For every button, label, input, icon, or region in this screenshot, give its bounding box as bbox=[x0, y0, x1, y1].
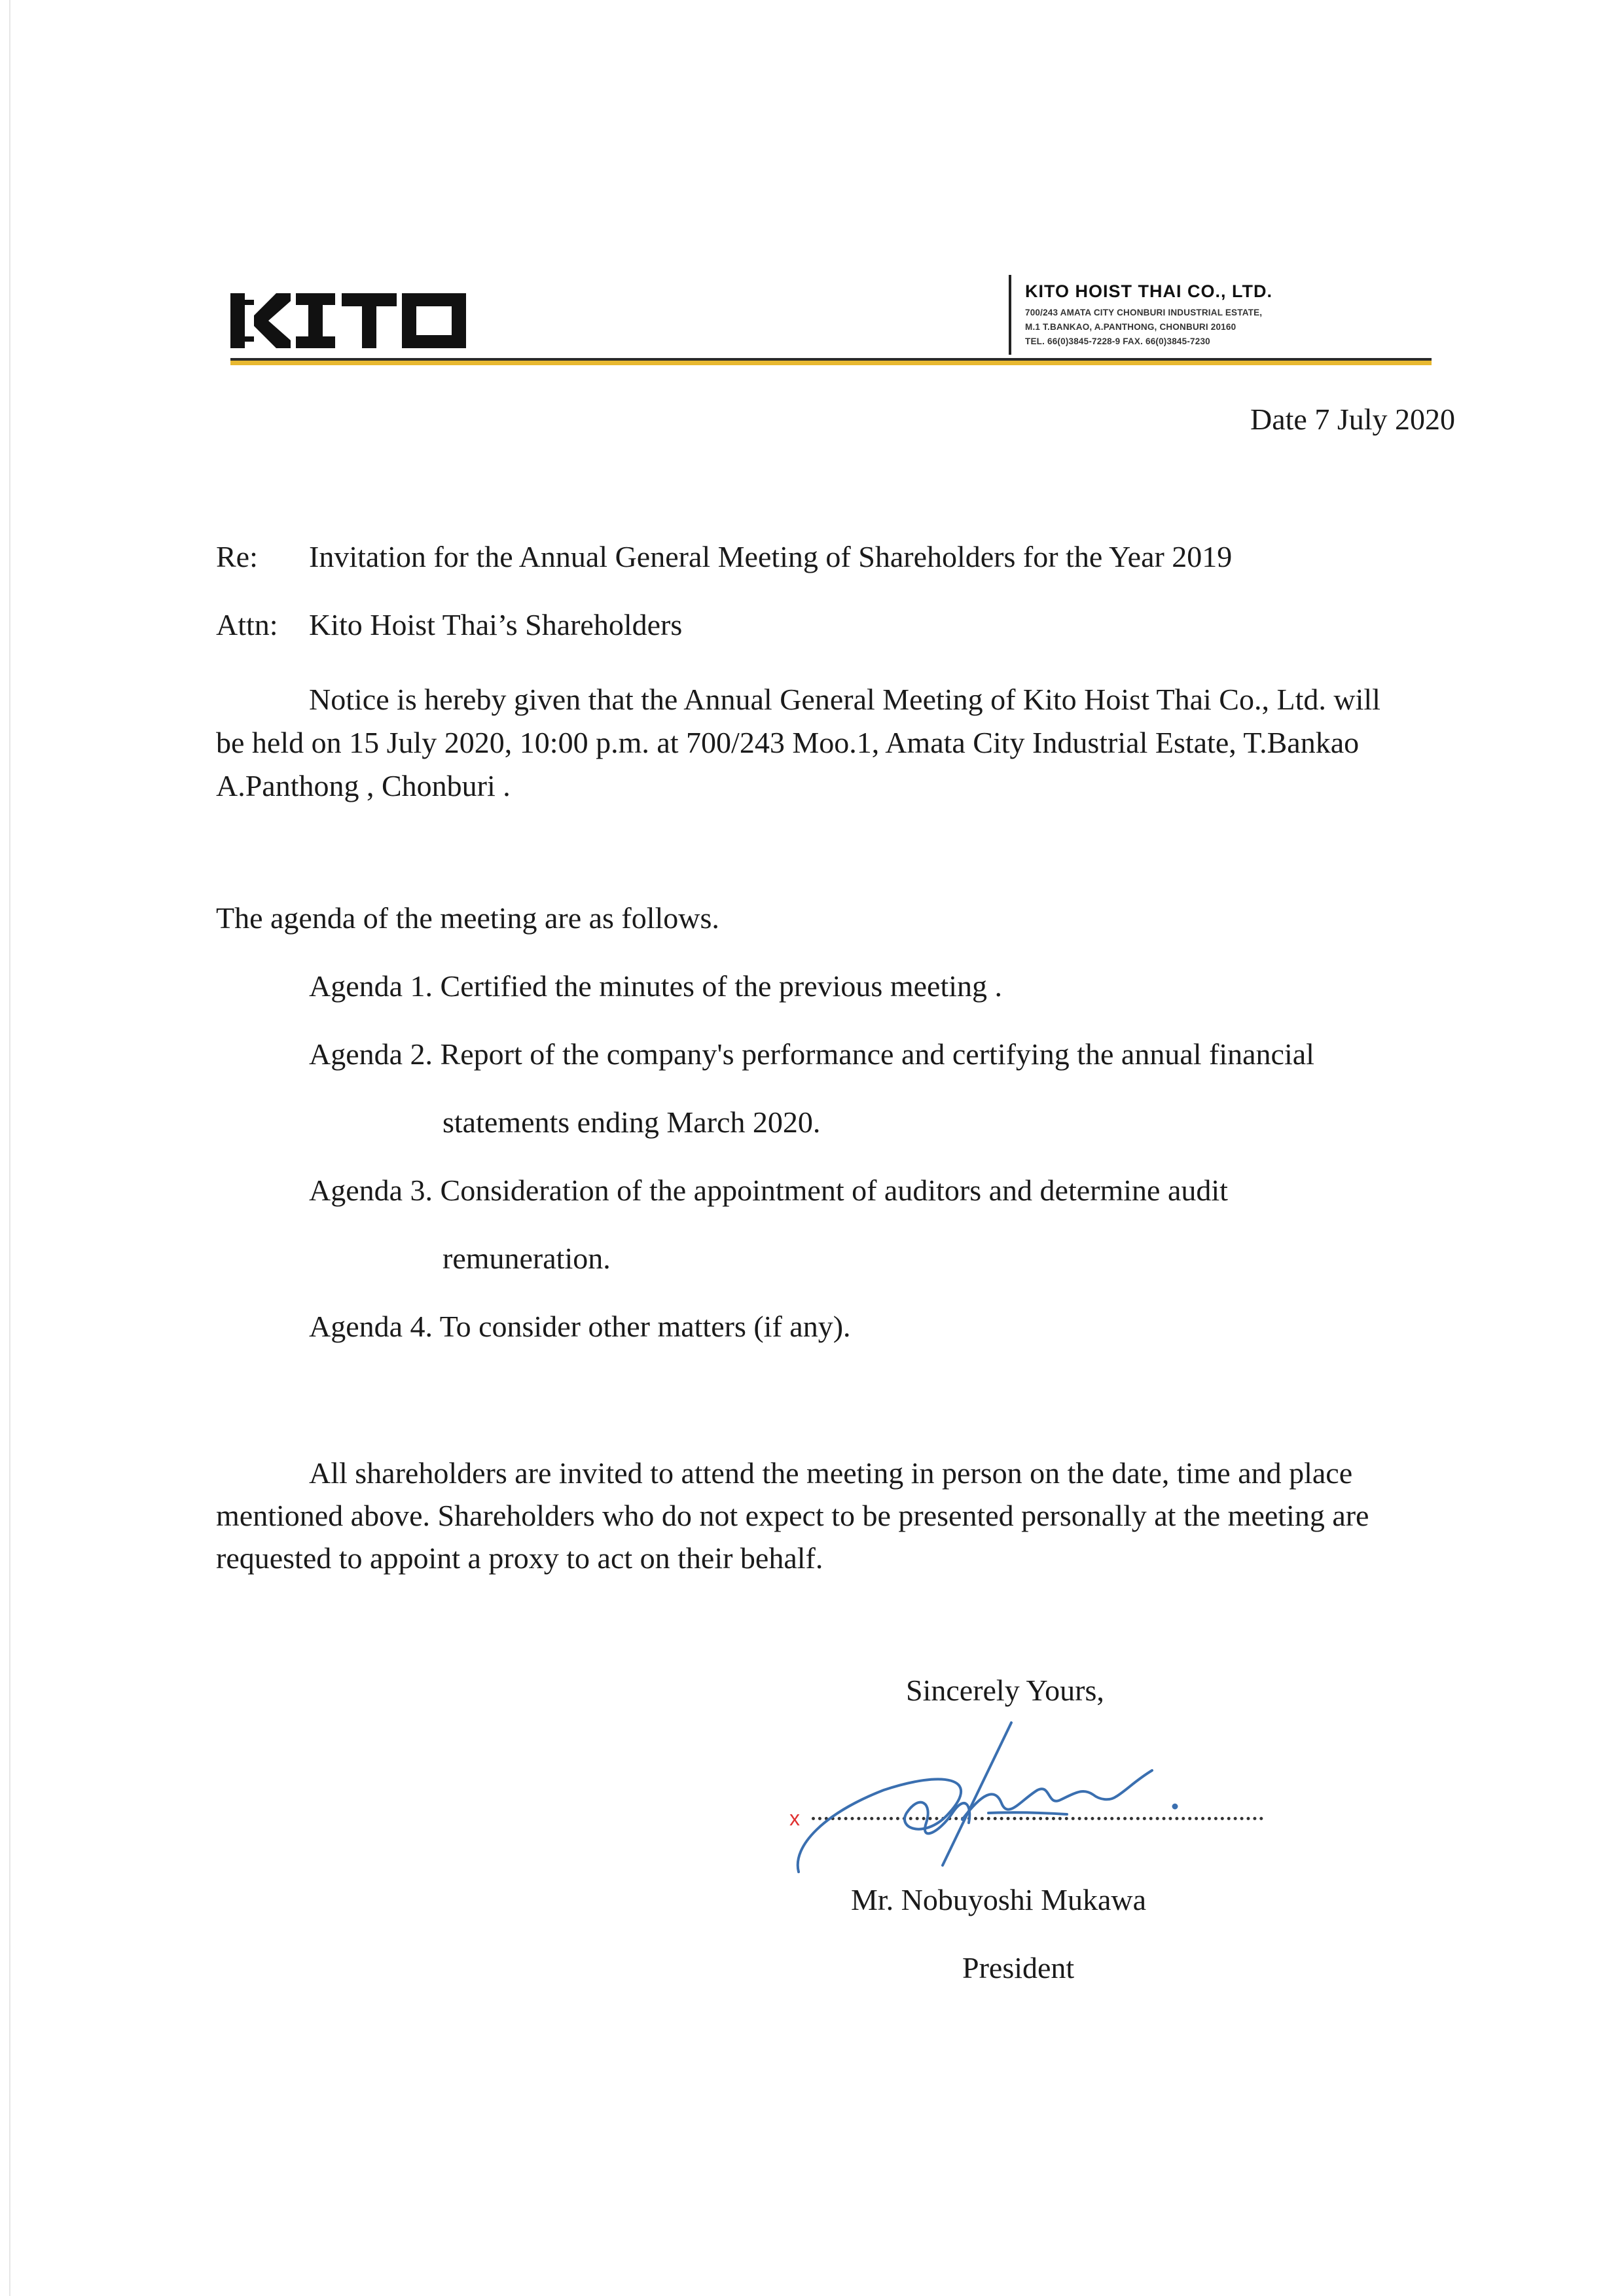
agenda-intro: The agenda of the meeting are as follows. bbox=[216, 901, 719, 935]
agenda-item-3-continued: remuneration. bbox=[442, 1242, 611, 1275]
re-label: Re: bbox=[216, 540, 258, 573]
kito-logo bbox=[230, 293, 466, 348]
closing-line: requested to appoint a proxy to act on their behalf. bbox=[216, 1541, 823, 1575]
company-address-line-2: M.1 T.BANKAO, A.PANTHONG, CHONBURI 20160 bbox=[1025, 322, 1236, 332]
notice-line: Notice is hereby given that the Annual General Meeting of Kito Hoist Thai Co., Ltd. will bbox=[309, 683, 1380, 716]
agenda-item-1: Agenda 1. Certified the minutes of the previous meeting . bbox=[309, 969, 1003, 1003]
letterhead-divider bbox=[1009, 275, 1011, 355]
re-subject: Invitation for the Annual General Meeting of Shareholders for the Year 2019 bbox=[309, 540, 1233, 573]
notice-paragraph bbox=[216, 678, 1460, 808]
letter-date: Date 7 July 2020 bbox=[1250, 403, 1455, 436]
company-address-line-1: 700/243 AMATA CITY CHONBURI INDUSTRIAL ESTATE, bbox=[1025, 308, 1263, 317]
agenda-item-2: Agenda 2. Report of the company's performance and certifying the annual financial bbox=[309, 1037, 1314, 1071]
closing-paragraph bbox=[216, 1452, 1369, 1579]
sincerely-yours: Sincerely Yours, bbox=[906, 1674, 1104, 1707]
closing-line: All shareholders are invited to attend the meeting in person on the date, time and place bbox=[309, 1456, 1353, 1490]
notice-line: be held on 15 July 2020, 10:00 p.m. at 700/243 Moo.1, Amata City Industrial Estate, T.Bankao bbox=[216, 726, 1360, 759]
closing-line: mentioned above. Shareholders who do not expect to be presented personally at the meeting are bbox=[216, 1499, 1369, 1532]
letterhead-rule-gold bbox=[230, 361, 1432, 365]
notice-line: A.Panthong , Chonburi . bbox=[216, 769, 511, 802]
company-name: KITO HOIST THAI CO., LTD. bbox=[1025, 281, 1272, 301]
company-contact-line: TEL. 66(0)3845-7228-9 FAX. 66(0)3845-7230 bbox=[1025, 336, 1210, 346]
agenda-item-4: Agenda 4. To consider other matters (if any). bbox=[309, 1310, 851, 1343]
sign-here-mark: x bbox=[789, 1806, 800, 1830]
attn-recipient: Kito Hoist Thai’s Shareholders bbox=[309, 608, 683, 641]
handwritten-signature bbox=[785, 1715, 1204, 1898]
signer-name: Mr. Nobuyoshi Mukawa bbox=[851, 1883, 1147, 1916]
scan-edge-line bbox=[9, 0, 10, 2296]
agenda-item-3: Agenda 3. Consideration of the appointment of auditors and determine audit bbox=[309, 1174, 1228, 1207]
attn-label: Attn: bbox=[216, 608, 278, 641]
signer-title: President bbox=[962, 1951, 1075, 1984]
agenda-item-2-continued: statements ending March 2020. bbox=[442, 1105, 821, 1139]
